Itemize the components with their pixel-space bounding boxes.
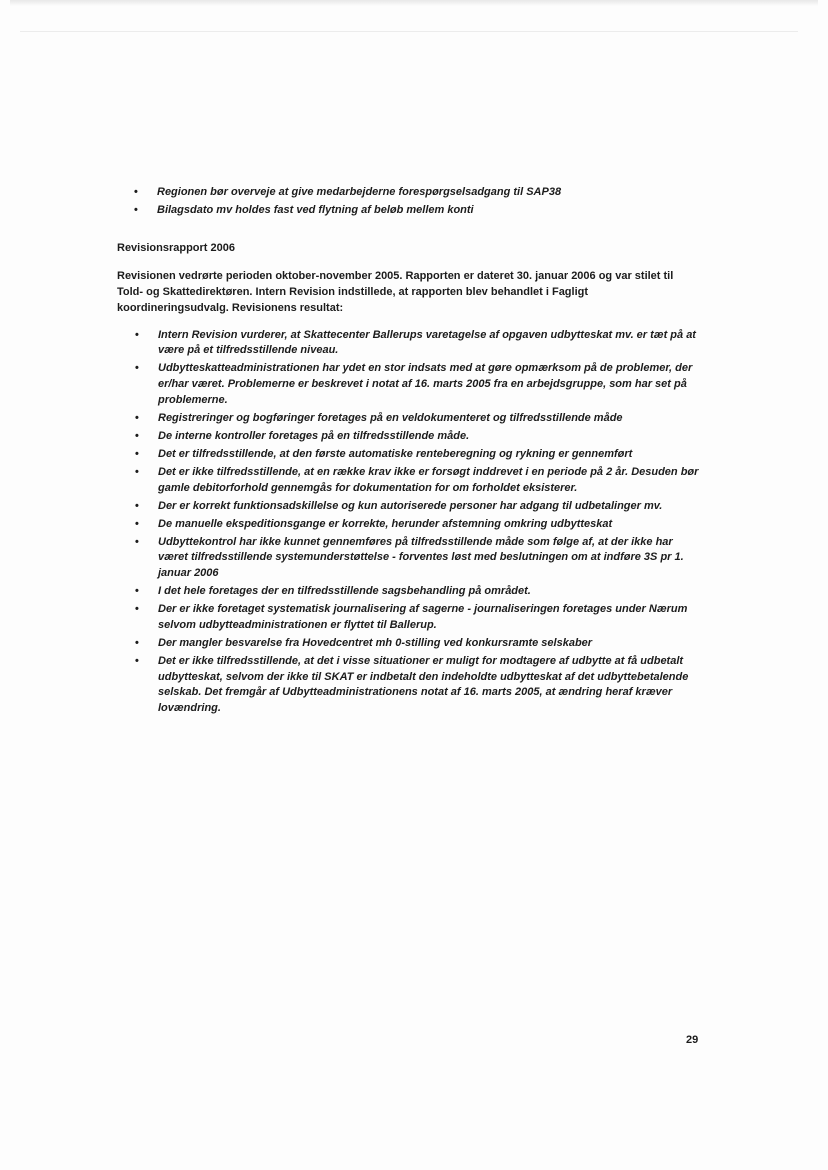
- list-item: [128, 602, 702, 633]
- list-item: [128, 636, 702, 652]
- bullet-text: Udbyttekontrol har ikke kunnet gennemføres på tilfredsstillende måde som følge af, at der ikke har været tilfredsstillende systemunderstøttelse - forventes løst med beslutningen om at indføre 3S pr 1. januar 2006: [158, 535, 684, 579]
- list-item: [127, 185, 702, 201]
- bullet-icon: •: [135, 636, 139, 649]
- bullet-icon: •: [135, 654, 139, 667]
- bullet-text: Regionen bør overveje at give medarbejderne forespørgselsadgang til SAP38: [157, 186, 562, 198]
- list-item: [128, 429, 702, 445]
- bullet-text: Det er ikke tilfredsstillende, at en række krav ikke er forsøgt inddrevet i en periode på 2 år. Desuden bør gamle debitorforhold gennemgås for dokumentation for om forholdet eksisterer.: [158, 465, 699, 494]
- bullet-text: Der mangler besvarelse fra Hovedcentret mh 0-stilling ved konkursramte selskaber: [158, 636, 593, 649]
- bullet-text: De manuelle ekspeditionsgange er korrekte, herunder afstemning omkring udbytteskat: [158, 517, 613, 530]
- bullet-icon: •: [135, 328, 139, 341]
- bullet-icon: •: [135, 499, 139, 512]
- list-item: [128, 654, 702, 716]
- page-top-rule: [20, 31, 798, 32]
- list-item: [128, 465, 702, 496]
- list-item: [128, 361, 702, 408]
- bullet-text: Bilagsdato mv holdes fast ved flytning af beløb mellem konti: [157, 204, 474, 217]
- bullet-icon: •: [134, 186, 138, 198]
- bullet-text: Der er ikke foretaget systematisk journalisering af sagerne - journaliseringen foretages under Nærum selvom udbytteadministrationen er flyttet til Ballerup.: [158, 603, 688, 631]
- bullet-text: Registreringer og bogføringer foretages på en veldokumenteret og tilfredsstillende måde: [158, 411, 623, 424]
- page-number: 29: [686, 1034, 699, 1046]
- bullet-icon: •: [135, 411, 139, 424]
- bullet-text: De interne kontroller foretages på en tilfredsstillende måde.: [158, 429, 470, 442]
- bullet-icon: •: [135, 585, 139, 598]
- bullet-text: I det hele foretages der en tilfredsstillende sagsbehandling på området.: [158, 585, 531, 598]
- bullet-text: Det er tilfredsstillende, at den første automatiske renteberegning og rykning er gennemført: [158, 447, 633, 460]
- list-item: [128, 328, 702, 359]
- list-item: [128, 499, 702, 515]
- list-item: [128, 535, 702, 582]
- bullet-icon: •: [135, 535, 139, 548]
- list-item: [128, 411, 702, 427]
- list-item: [128, 584, 702, 600]
- bullet-text: Intern Revision vurderer, at Skattecenter Ballerups varetagelse af opgaven udbytteskat mv. er tæt på at være på et tilfredsstillende niveau.: [158, 328, 696, 357]
- list-item: [128, 447, 702, 463]
- bullet-icon: •: [135, 447, 139, 460]
- page-top-edge: [10, 0, 818, 6]
- bullet-icon: •: [134, 204, 138, 217]
- bullet-icon: •: [135, 465, 139, 478]
- bullet-icon: •: [135, 517, 139, 530]
- top-bullet-list: [127, 185, 702, 219]
- bullet-text: Det er ikke tilfredsstillende, at det i visse situationer er muligt for modtagere af udbytte at få udbetalt udbytteskat, selvom der ikke til SKAT er indbetalt den indeholdte udbytteskat af det udbyttebetalende selskab. Det fremgår af Udbytteadministrationens notat af 16. marts 2005, at ændring heraf kræver lovændring.: [158, 654, 689, 714]
- results-bullet-list: [117, 328, 702, 717]
- bullet-text: Udbytteskatteadministrationen har ydet en stor indsats med at gøre opmærksom på de problemer, der er/har været. Problemerne er beskrevet i notat af 16. marts 2005 fra en arbejdsgruppe, som har set på problemerne.: [158, 362, 693, 406]
- section-heading: Revisionsrapport 2006: [117, 241, 235, 254]
- bullet-icon: •: [135, 362, 139, 375]
- list-item: [128, 517, 702, 533]
- bullet-icon: •: [135, 429, 139, 442]
- bullet-text: Der er korrekt funktionsadskillelse og kun autoriserede personer har adgang til udbetalinger mv.: [158, 499, 663, 512]
- intro-paragraph: Revisionen vedrørte perioden oktober-november 2005. Rapporten er dateret 30. januar 2006 og var stilet til Told- og Skattedirektøren. Intern Revision indstillede, at rapporten blev behandlet i Fagligt koordineringsudvalg. Revisionens resultat:: [117, 269, 674, 314]
- list-item: [127, 203, 702, 219]
- page-content: [117, 185, 702, 719]
- bullet-icon: •: [135, 603, 139, 616]
